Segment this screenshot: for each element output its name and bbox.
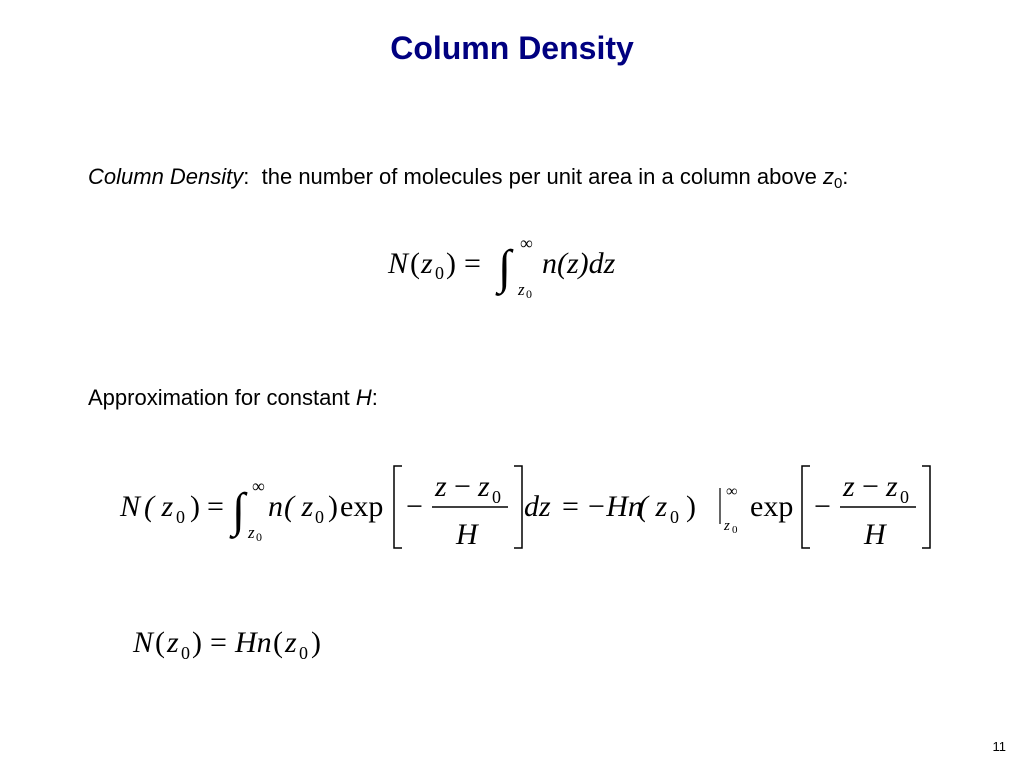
eq1-close: ): [446, 247, 456, 280]
approx-var: H: [355, 385, 372, 410]
equation-column-density: [380, 225, 650, 310]
approx-end: :: [371, 385, 378, 410]
eq2-bracket-left-1: [394, 466, 402, 548]
eq2-bracket-left-2: [802, 466, 810, 548]
definition-line: [88, 164, 848, 192]
eq2-lhs-close: ): [190, 490, 200, 523]
eq2-frac2-num-z0: z: [886, 470, 898, 503]
eq1-integrand: n(z)dz: [542, 247, 616, 280]
eq2-lower-z: z: [248, 523, 255, 542]
eq2-neg-Hn: −Hn: [586, 490, 643, 523]
eq3-rhs-z: z: [285, 626, 297, 659]
eq3-Hn: Hn: [235, 626, 272, 659]
slide-title: Column Density: [390, 30, 634, 66]
eq2-frac-num-minus: −: [454, 470, 471, 503]
definition-text: the number of molecules per unit area in a column above: [249, 164, 823, 189]
eq2-lhs-sub: 0: [176, 507, 185, 527]
eq3-sub: 0: [181, 643, 190, 663]
eq2-lhs-args: ( z: [144, 490, 174, 523]
eq3-equals: =: [210, 626, 227, 659]
approx-text: Approximation for constant: [88, 385, 356, 410]
eq1-N: N: [388, 247, 409, 280]
eq1-open: (: [410, 247, 420, 280]
definition-colon: :: [243, 164, 250, 189]
eq2-minus2: −: [814, 490, 831, 523]
page-number: 11: [992, 739, 1006, 754]
definition-end: :: [842, 164, 849, 189]
eq2-bracket-right-1: [514, 466, 522, 548]
eq2-frac-den: H: [456, 518, 478, 551]
eq2-upper: ∞: [252, 476, 265, 496]
eq2-n-args: ( z: [284, 490, 314, 523]
eq2-equals2: =: [562, 490, 579, 523]
definition-var: z: [822, 164, 834, 189]
eq2-Hn-args: ( z: [638, 490, 668, 523]
eq2-integral: ∫: [232, 484, 246, 537]
eq2-n-sub: 0: [315, 507, 324, 527]
eq3-rhs-open: (: [273, 626, 283, 659]
eq2-equals: =: [207, 490, 224, 523]
eq3-rhs-sub: 0: [299, 643, 308, 663]
eq2-frac2-num-sub: 0: [900, 487, 909, 507]
eq2-frac2-num-minus: −: [862, 470, 879, 503]
eq3-close: ): [192, 626, 202, 659]
eq2-Hn-sub: 0: [670, 507, 679, 527]
eq2-lower-sub: 0: [256, 530, 262, 544]
eq2-exp2: exp: [750, 490, 794, 523]
eq2-eval-upper: ∞: [726, 483, 738, 500]
definition-sub: 0: [833, 175, 843, 192]
eq2-exp: exp: [340, 490, 384, 523]
eq2-eval-lower-z: z: [724, 518, 730, 534]
eq1-lower-sub: 0: [526, 287, 532, 301]
eq1-integral: ∫: [498, 241, 512, 294]
eq2-frac-num-z0: z: [478, 470, 490, 503]
eq2-frac2-num-z: z: [843, 470, 855, 503]
equation-approximation: [110, 458, 960, 563]
equation-result: [125, 618, 365, 673]
eq1-lower-z: z: [518, 280, 525, 299]
eq2-eval-lower-sub: 0: [732, 524, 738, 536]
eq2-frac2-den: H: [864, 518, 886, 551]
eq2-dz: dz: [524, 490, 551, 523]
eq2-n-close: ): [328, 490, 338, 523]
eq3-z: z: [167, 626, 179, 659]
approximation-line: [88, 385, 378, 411]
eq3-N: N: [133, 626, 154, 659]
eq1-sub: 0: [435, 263, 444, 283]
eq2-Hn-close: ): [686, 490, 696, 523]
eq2-frac-num-sub: 0: [492, 487, 501, 507]
eq1-equals: =: [464, 247, 481, 280]
eq1-upper: ∞: [520, 233, 533, 253]
eq1-z: z: [421, 247, 433, 280]
eq2-minus: −: [406, 490, 423, 523]
eq3-open: (: [155, 626, 165, 659]
eq2-frac-num-z: z: [435, 470, 447, 503]
eq2-N: N: [120, 490, 141, 523]
eq2-n: n: [268, 490, 283, 523]
definition-term: Column Density: [88, 164, 244, 189]
eq3-rhs-close: ): [311, 626, 321, 659]
eq2-bracket-right-2: [922, 466, 930, 548]
